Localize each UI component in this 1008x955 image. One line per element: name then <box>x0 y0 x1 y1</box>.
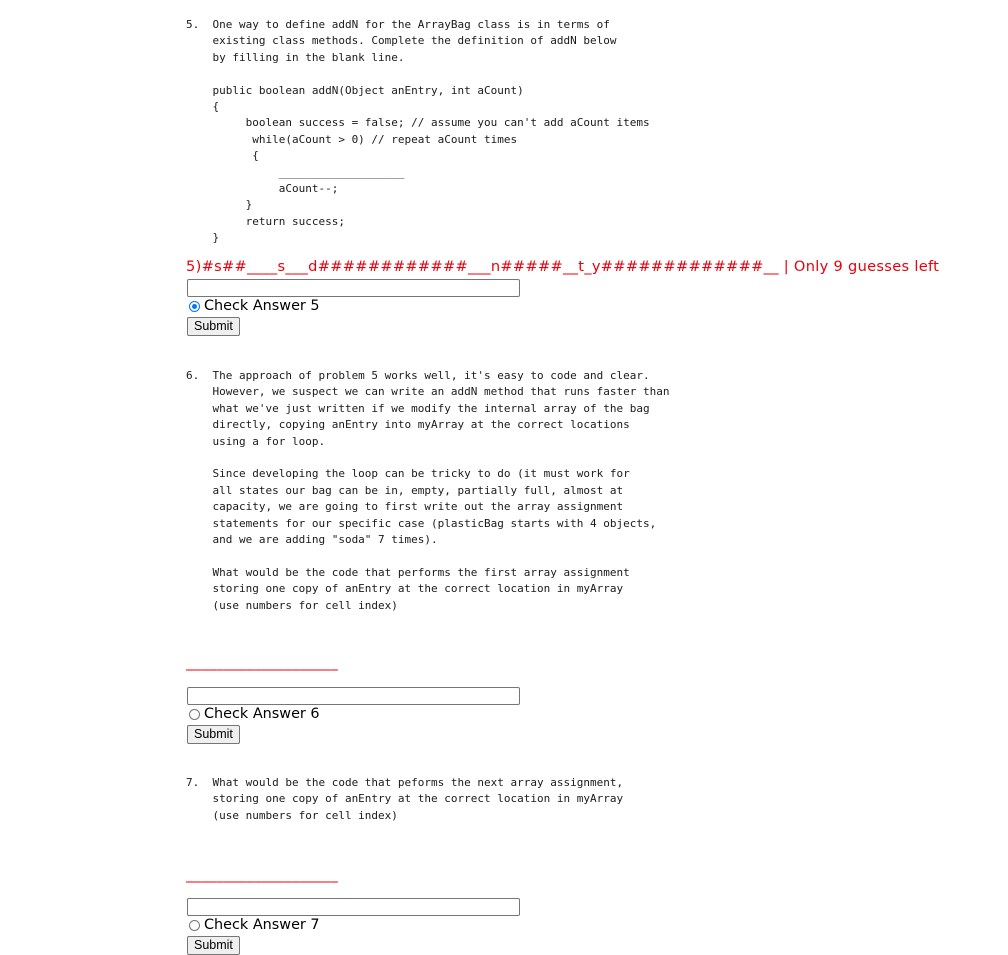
question-7-text: 7. What would be the code that peforms the next array assignment, storing one copy of anEntry at the correct location in myArray (use numbers for cell index) <box>186 776 624 822</box>
check-answer-7-label: Check Answer 7 <box>204 917 320 933</box>
submit-7-button[interactable]: Submit <box>187 936 240 955</box>
check-answer-6-label: Check Answer 6 <box>204 706 320 722</box>
check-answer-7-option[interactable] <box>189 916 320 934</box>
check-answer-5-option[interactable] <box>189 297 320 315</box>
question-6-text: 6. The approach of problem 5 works well, it's easy to code and clear. However, we suspect we can write an addN method that runs faster than what we've just written if we modify the internal array of the bag directly, copying anEntry into myArray at the correct locations using a for loop. Since developing the loop can be tricky to do (it must work for all states our bag can be in, empty, partially full, almost at capacity, we are going to first write out the array assignment statements for our specific case (plasticBag starts with 4 objects, and we are adding "soda" 7 times). What would be the code that performs the first array assignment storing one copy of anEntry at the correct location in myArray (use numbers for cell index) <box>186 369 670 612</box>
check-answer-6-radio[interactable] <box>189 709 200 720</box>
question-5-text: 5. One way to define addN for the ArrayBag class is in terms of existing class methods. Complete the definition of addN below by filling in the blank line. public boolean addN(Object anEntry, int aCount) { boolean success = false; // assume you can't add aCount items while(aCount > 0) // repeat aCount times { ___________________ aCount--; } return success; } <box>186 18 650 245</box>
question-6-hint: ____________________ <box>186 654 338 671</box>
answer-5-input[interactable] <box>187 279 520 297</box>
check-answer-6-option[interactable] <box>189 705 320 723</box>
check-answer-7-radio[interactable] <box>189 920 200 931</box>
question-7-hint: ____________________ <box>186 866 338 883</box>
submit-5-button[interactable]: Submit <box>187 317 240 336</box>
check-answer-5-radio[interactable] <box>189 301 200 312</box>
submit-6-button[interactable]: Submit <box>187 725 240 744</box>
check-answer-5-label: Check Answer 5 <box>204 298 320 314</box>
answer-6-input[interactable] <box>187 687 520 705</box>
answer-7-input[interactable] <box>187 898 520 916</box>
question-5-hint: 5)#s##____s___d############___n#####__t_y#############__ | Only 9 guesses left <box>186 258 940 275</box>
